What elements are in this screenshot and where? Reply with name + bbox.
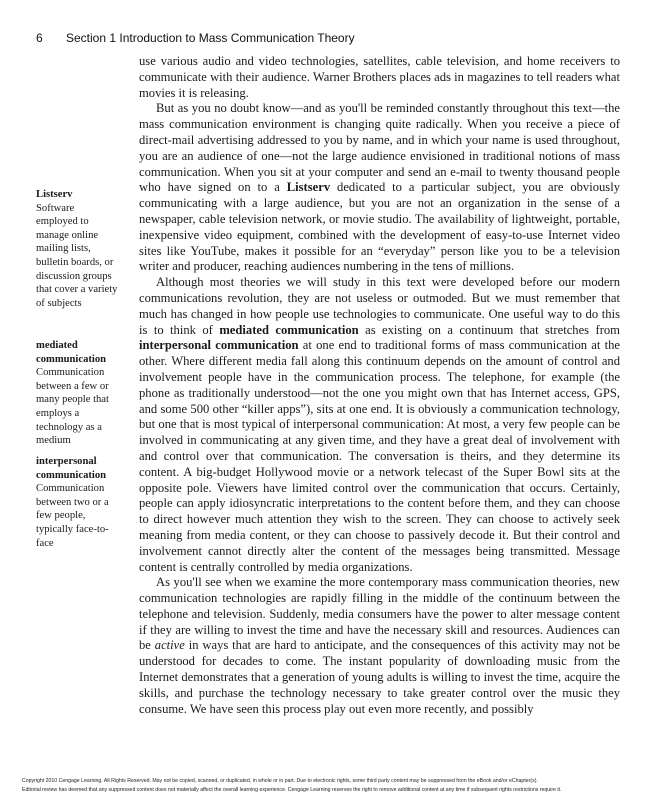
margin-note-interpersonal-communication bbox=[36, 455, 118, 550]
paragraph-3-text-a: Although most theories we will study in this text were developed before our modern communications revolution, they are not useless or outmoded. But we must remember that much has changed in how people use technologies to communicate. One useful way to do this is to think of bbox=[139, 275, 620, 337]
paragraph-4-text-a: As you'll see when we examine the more contemporary mass communication theories, new communication technologies are rapidly filling in the middle of the continuum between the telephone and television. Suddenly, media consumers have the power to alter message content if they are willing to invest the time and have the necessary skill and resources. Audiences can be bbox=[139, 575, 620, 653]
paragraph-4 bbox=[139, 575, 620, 717]
key-term-interpersonal-communication: interpersonal communication bbox=[139, 338, 299, 353]
key-term-mediated-communication: mediated communication bbox=[219, 322, 359, 337]
key-term-listserv: Listserv bbox=[286, 180, 331, 195]
margin-note-definition: Communication between a few or many people that employs a technology as a medium bbox=[36, 367, 109, 447]
margin-note-term: interpersonal communication bbox=[36, 456, 107, 481]
running-title: Section 1 Introduction to Mass Communication Theory bbox=[66, 31, 355, 45]
page-header bbox=[36, 31, 355, 45]
paragraph-1-text: use various audio and video technologies, satellites, cable television, and home receivers to communicate with their audience. Warner Brothers places ads in magazines to tell readers what movies it is releasing. bbox=[139, 54, 620, 100]
margin-note-definition: Communication between two or a few people, typically face-to-face bbox=[36, 483, 109, 549]
margin-note-listserv bbox=[36, 188, 118, 310]
paragraph-1 bbox=[139, 54, 620, 101]
margin-note-term: Listserv bbox=[36, 189, 73, 200]
page-number: 6 bbox=[36, 31, 43, 45]
emphasis-active: active bbox=[154, 638, 185, 653]
margin-note-definition: Software employed to manage online mailing lists, bulletin boards, or discussion groups that cover a variety of subjects bbox=[36, 202, 118, 309]
margin-note-mediated-communication bbox=[36, 339, 118, 448]
body-text bbox=[139, 54, 620, 717]
paragraph-2-text-b: dedicated to a particular subject, you are obviously communicating with a large audience, but you are not an organization in the sense of a newspaper, cable television network, or movie studio. The availability of lightweight, portable, inexpensive video equipment, combined with the development of easy-to-use Internet video sites like YouTube, makes it possible for an “everyday” person like you to be a television writer and producer, reaching audiences numbering in the tens of millions. bbox=[139, 180, 620, 274]
margin-note-term: mediated communication bbox=[36, 340, 107, 365]
paragraph-2-text-a: But as you no doubt know—and as you'll be reminded constantly throughout this text—the mass communication environment is changing quite radically. When you receive a piece of direct-mail advertising addressed to you by name, and in which your name is used throughout, you are an audience of one—not the large audience envisioned in traditional notions of mass communication. When you sit at your computer and send an e-mail to twenty thousand people who have signed on to a bbox=[139, 101, 620, 195]
paragraph-2 bbox=[139, 101, 620, 275]
paragraph-4-text-b: in ways that are hard to anticipate, and the consequences of this activity may not be understood for decades to come. The instant popularity of downloading music from the Internet demonstrates that a generation of young adults is willing to invest the time, acquire the skills, and purchase the technology necessary to take greater control over the music they consume. We have seen this process play out even more recently, and possibly bbox=[139, 638, 620, 716]
editorial-notice-line: Editorial review has deemed that any suppressed content does not materially affect the overall learning experience. Cengage Learning reserves the right to remove additional content at any time if subsequent rights restrictions require it. bbox=[22, 787, 562, 793]
paragraph-3 bbox=[139, 275, 620, 575]
paragraph-3-text-b: as existing on a continuum that stretches from bbox=[358, 322, 620, 337]
paragraph-3-text-c: at one end to traditional forms of mass communication at the other. Where different media fall along this continuum depends on the amount of control and involvement people have in the communication process. The telephone, for example (the phone as traditionally understood—not the one you might own that has Internet access, GPS, and some 500 other “killer apps”), sits at one end. It is obviously a communication technology, but one that is most typical of interpersonal communication: At most, a very few people can be involved in communicating at any given time, and they have a great deal of involvement with and control over that communication. The conversation is theirs, and they determine its content. A big-budget Hollywood movie or a network telecast of the Super Bowl sits at the opposite pole. Viewers have limited control over the communication that occurs. Certainly, people can apply idiosyncratic interpretations to the content before them, and they can choose to direct however much attention they wish to the screen. They can choose to actively seek meaning from media content, or they can choose to passively decode it. But their control and involvement cannot directly alter the content of the messages being transmitted. Message content is centrally controlled by media organizations. bbox=[139, 338, 620, 574]
copyright-line: Copyright 2010 Cengage Learning. All Rights Reserved. May not be copied, scanned, or duplicated, in whole or in part. Due to electronic rights, some third party content may be suppressed from the eBook and/or eChapter(s). bbox=[22, 778, 538, 784]
